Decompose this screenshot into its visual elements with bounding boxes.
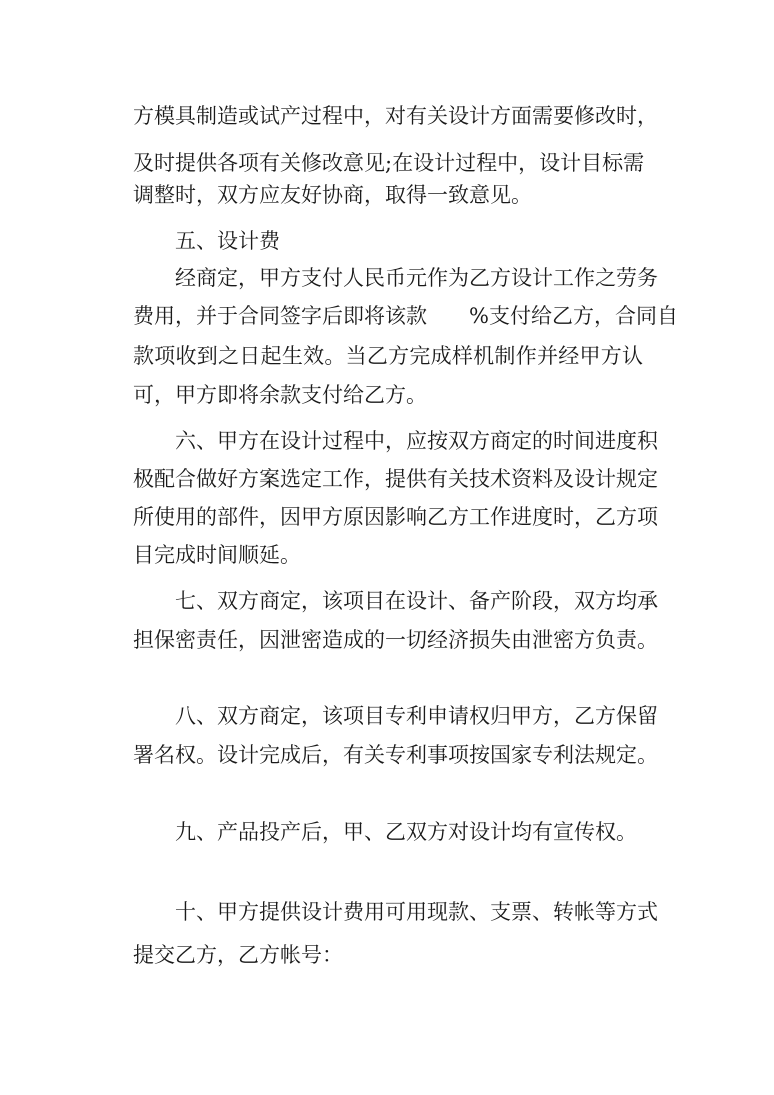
body-line: 提交乙方，乙方帐号： xyxy=(133,943,343,967)
paragraph-first-line: 十、甲方提供设计费用可用现款、支票、转帐等方式 xyxy=(175,900,658,924)
paragraph-first-line: 八、双方商定，该项目专利申请权归甲方，乙方保留 xyxy=(175,704,658,728)
body-line: 所使用的部件，因甲方原因影响乙方工作进度时，乙方项 xyxy=(133,505,658,529)
body-line: 款项收到之日起生效。当乙方完成样机制作并经甲方认 xyxy=(133,344,643,368)
body-line: 费用，并于合同签字后即将该款 %支付给乙方，合同自 xyxy=(133,304,678,328)
section-heading: 五、设计费 xyxy=(175,229,280,253)
body-line: 署名权。设计完成后，有关专利事项按国家专利法规定。 xyxy=(133,743,658,767)
body-line: 可，甲方即将余款支付给乙方。 xyxy=(133,383,427,407)
paragraph-first-line: 七、双方商定，该项目在设计、备产阶段，双方均承 xyxy=(175,589,658,613)
body-line: 担保密责任，因泄密造成的一切经济损失由泄密方负责。 xyxy=(133,628,658,652)
body-line: 极配合做好方案选定工作，提供有关技术资料及设计规定 xyxy=(133,467,658,491)
paragraph-first-line: 经商定，甲方支付人民币元作为乙方设计工作之劳务 xyxy=(175,266,658,290)
paragraph-first-line: 六、甲方在设计过程中，应按双方商定的时间进度积 xyxy=(175,429,658,453)
body-line: 目完成时间顺延。 xyxy=(133,543,301,567)
body-line: 方模具制造或试产过程中，对有关设计方面需要修改时， xyxy=(133,104,658,128)
body-line: 调整时，双方应友好协商，取得一致意见。 xyxy=(133,183,532,207)
body-line: 及时提供各项有关修改意见;在设计过程中，设计目标需 xyxy=(133,151,645,175)
paragraph-first-line: 九、产品投产后，甲、乙双方对设计均有宣传权。 xyxy=(175,820,637,844)
